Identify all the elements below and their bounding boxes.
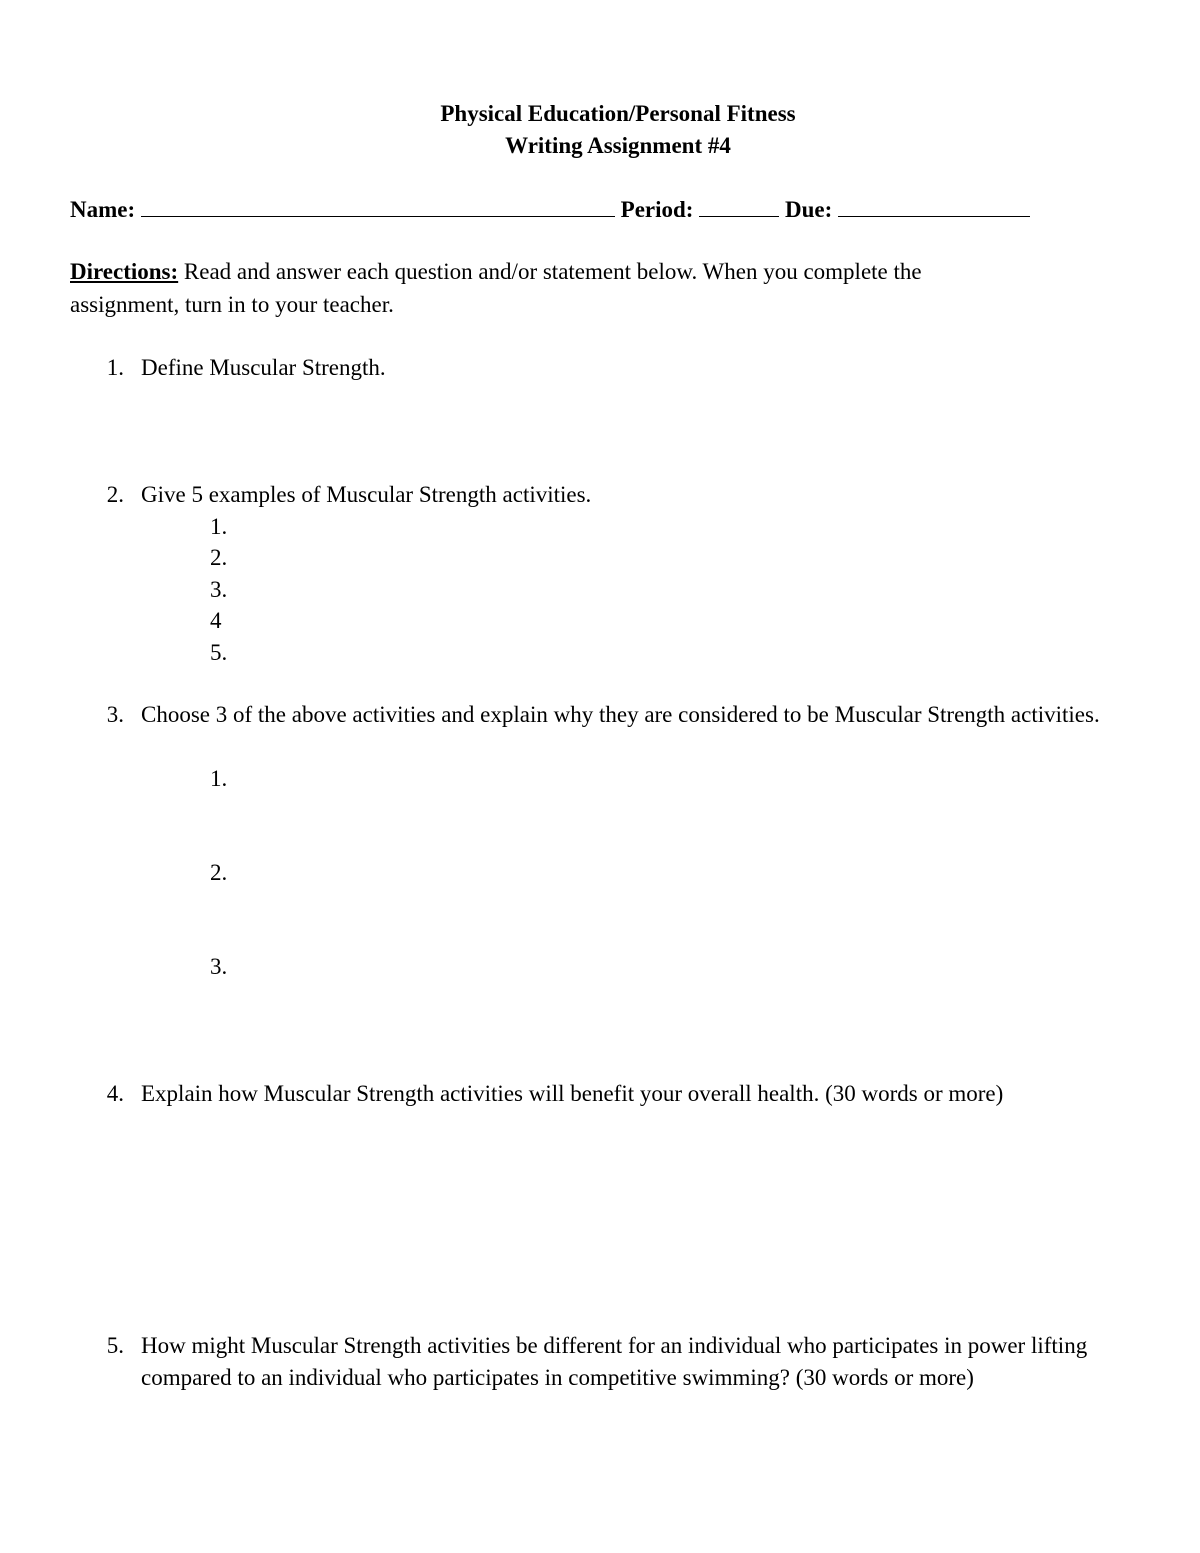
period-field[interactable] [699, 194, 779, 217]
question-text: Explain how Muscular Strength activities will benefit your overall health. (30 words or more) [141, 1081, 1004, 1106]
question-number: 4. [106, 1081, 124, 1106]
answer-item-number: 2. [210, 545, 228, 570]
answer-item-number: 3. [210, 954, 228, 979]
period-label: Period: [620, 197, 694, 222]
question-text: Define Muscular Strength. [141, 355, 386, 380]
name-field[interactable] [141, 194, 615, 217]
directions-label: Directions: [70, 259, 179, 284]
answer-item-number: 2. [210, 860, 228, 885]
question-text: How might Muscular Strength activities be different for an individual who participates in power lifting compared to an individual who participates in competitive swimming? (30 words or more) [141, 1333, 1088, 1390]
question-number: 2. [106, 482, 124, 507]
answer-item-number: 5. [210, 640, 228, 665]
question-text: Give 5 examples of Muscular Strength activities. [141, 482, 592, 507]
directions-text-1: Read and answer each question and/or statement below. When you complete the [178, 259, 922, 284]
question-number: 5. [106, 1333, 124, 1358]
student-info-row [70, 194, 1030, 225]
directions [70, 257, 922, 287]
directions-text-2: assignment, turn in to your teacher. [70, 292, 394, 317]
page-title: Physical Education/Personal Fitness [440, 101, 796, 126]
answer-item-number: 1. [210, 514, 228, 539]
name-label: Name: [70, 197, 136, 222]
answer-item-number: 3. [210, 577, 228, 602]
question-text: Choose 3 of the above activities and explain why they are considered to be Muscular Strength activities. [141, 702, 1100, 727]
page-subtitle: Writing Assignment #4 [505, 133, 731, 158]
due-label: Due: [784, 197, 833, 222]
question-number: 3. [106, 702, 124, 727]
due-field[interactable] [838, 194, 1030, 217]
question-number: 1. [106, 355, 124, 380]
answer-item-number: 4 [210, 608, 222, 633]
answer-item-number: 1. [210, 766, 228, 791]
